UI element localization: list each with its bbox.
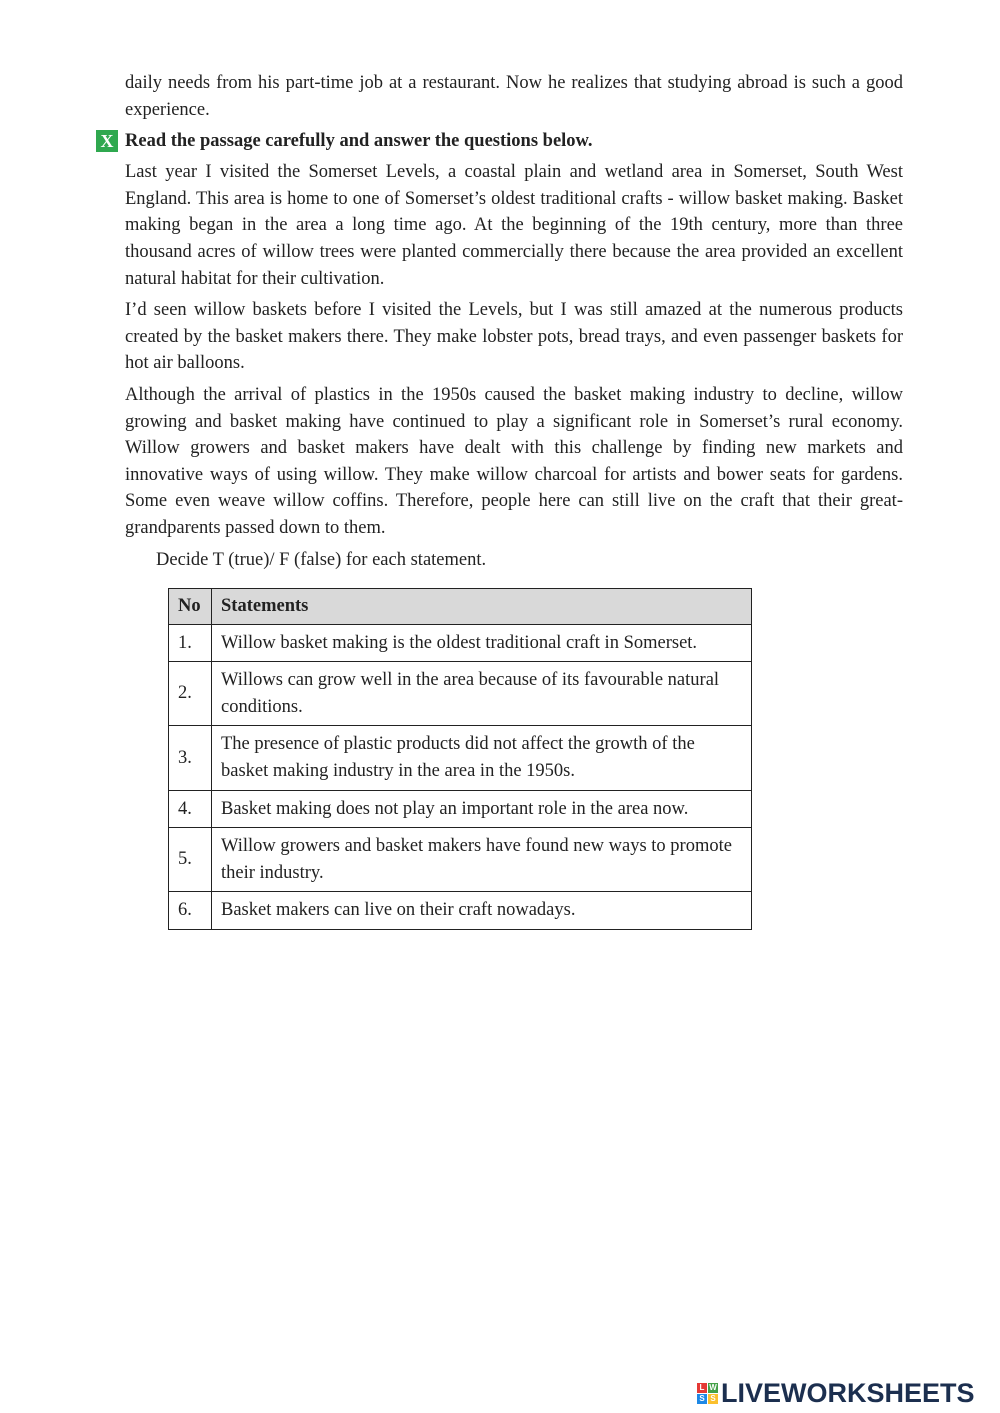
row-number: 1. [169, 624, 212, 662]
table-row [169, 662, 752, 726]
logo-mark-icon [697, 1383, 718, 1404]
passage-paragraph-3: Although the arrival of plastics in the 1950s caused the basket making industry to decline, willow growing and basket making have continued to play a significant role in Somerset’s rural economy. Willow growers and basket makers have dealt with this challenge by finding new markets and innovative ways of using willow. They make willow charcoal for artists and bower seats for gardens. Some even weave willow coffins. Therefore, people here can still live on the craft that their great-grandparents passed down to them. [125, 384, 903, 538]
table-row [169, 828, 752, 892]
row-statement: Willows can grow well in the area because of its favourable natural conditions. [212, 662, 752, 726]
section-heading: Read the passage carefully and answer the questions below. [125, 131, 593, 152]
row-statement: Basket making does not play an important role in the area now. [212, 790, 752, 828]
section-badge: X [96, 130, 118, 152]
row-statement: Basket makers can live on their craft nowadays. [212, 892, 752, 930]
row-statement: Willow basket making is the oldest traditional craft in Somerset. [212, 624, 752, 662]
row-statement: Willow growers and basket makers have found new ways to promote their industry. [212, 828, 752, 892]
intro-paragraph: daily needs from his part-time job at a restaurant. Now he realizes that studying abroad is such a good experience. [125, 73, 903, 120]
table-row [169, 726, 752, 790]
table-row [169, 790, 752, 828]
statements-table [168, 588, 752, 930]
logo-mark-cell: L [697, 1383, 707, 1393]
logo-text: LIVEWORKSHEETS [721, 1377, 975, 1408]
passage-paragraph-2: I’d seen willow baskets before I visited the Levels, but I was still amazed at the numerous products created by the basket makers there. They make lobster pots, bread trays, and even passenger baskets for hot air balloons. [125, 300, 903, 374]
liveworksheets-logo[interactable] [697, 1378, 975, 1408]
worksheet-page [100, 70, 903, 573]
header-statements: Statements [212, 589, 752, 625]
section-heading-row [100, 128, 903, 154]
logo-mark-cell: S [708, 1394, 718, 1404]
passage-paragraph-1: Last year I visited the Somerset Levels, a coastal plain and wetland area in Somerset, South West England. This area is home to one of Somerset’s oldest traditional crafts - willow basket making. Basket making began in the area a long time ago. At the beginning of the 19th century, more than three thousand acres of willow trees were planted commercially there because the area provided an excellent natural habitat for their cultivation. [125, 162, 903, 289]
row-number: 2. [169, 662, 212, 726]
table-row [169, 892, 752, 930]
table-header-row [169, 589, 752, 625]
instruction-text: Decide T (true)/ F (false) for each statement. [156, 549, 487, 570]
row-statement: The presence of plastic products did not affect the growth of the basket making industry in the area in the 1950s. [212, 726, 752, 790]
row-number: 5. [169, 828, 212, 892]
table-row [169, 624, 752, 662]
row-number: 4. [169, 790, 212, 828]
row-number: 6. [169, 892, 212, 930]
logo-mark-cell: W [709, 1382, 717, 1392]
logo-mark-cell: S [697, 1394, 707, 1404]
header-no: No [169, 589, 212, 625]
row-number: 3. [169, 726, 212, 790]
